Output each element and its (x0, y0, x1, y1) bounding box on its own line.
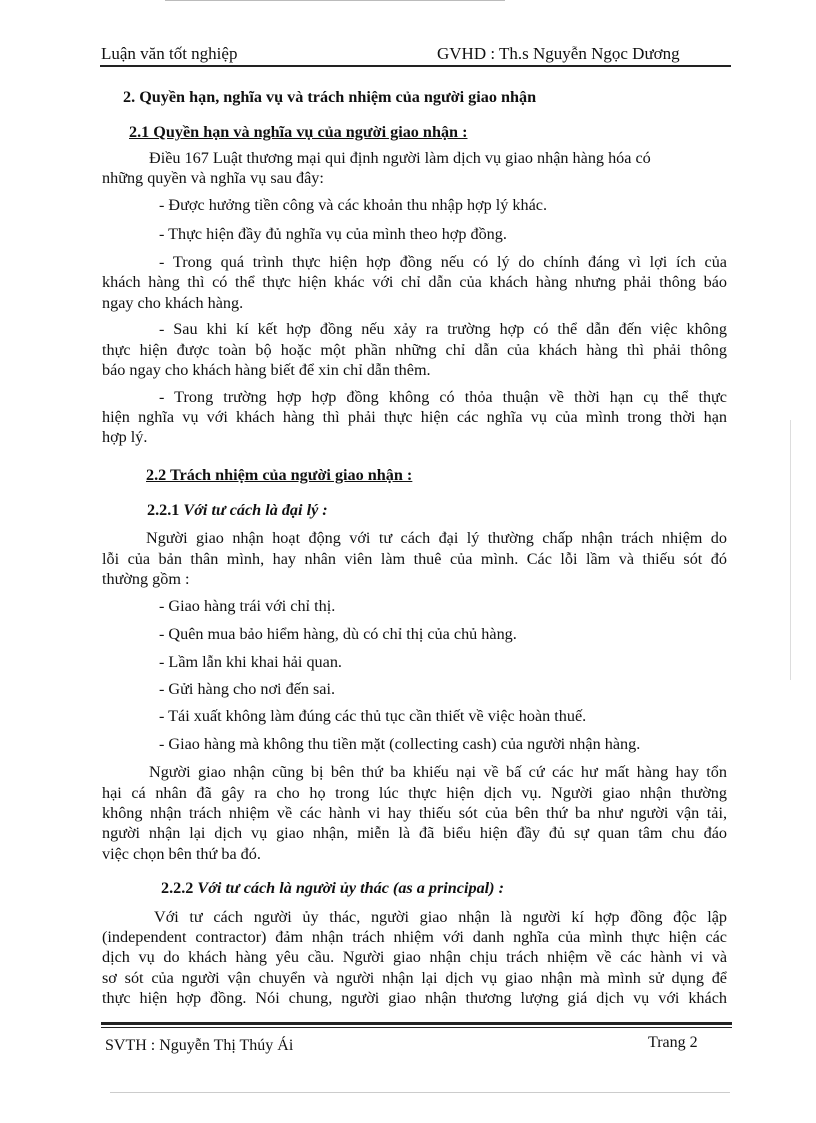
subsection-2-2-title: 2.2 Trách nhiệm của người giao nhận : (146, 466, 413, 484)
paragraph-line: ngay cho khách hàng. (102, 294, 244, 312)
paragraph-line: Người giao nhận hoạt động với tư cách đại lý thường chấp nhận trách nhiệm do (146, 529, 727, 547)
subsection-number: 2.2.2 (161, 879, 194, 897)
bullet-item: - Được hưởng tiền công và các khoản thu nhập hợp lý khác. (159, 196, 548, 214)
paragraph-line: hợp lý. (102, 428, 148, 446)
bullet-item: - Gửi hàng cho nơi đến sai. (159, 680, 336, 698)
footer-rule-thick (101, 1022, 732, 1025)
paragraph-line: không nhận trách nhiệm về các hành vi hay thiếu sót của bên thứ ba như người vận tải, (102, 804, 727, 822)
bullet-item: - Lầm lẫn khi khai hải quan. (159, 653, 342, 671)
paragraph-line: việc chọn bên thứ ba đó. (102, 845, 261, 863)
paragraph-line: hại cá nhân đã gây ra cho họ trong lúc thực hiện dịch vụ. Người giao nhận thường (102, 784, 727, 802)
header-rule (100, 65, 731, 67)
subsection-2-2-1-title (147, 500, 328, 520)
bullet-item: - Tái xuất không làm đúng các thủ tục cần thiết về việc hoàn thuế. (159, 707, 587, 725)
subsection-2-1-title: 2.1 Quyền hạn và nghĩa vụ của người giao nhận : (129, 123, 468, 141)
paragraph-line: (independent contractor) đảm nhận trách nhiệm với danh nghĩa của mình thực hiện các (102, 928, 727, 946)
paragraph-line: thường gồm : (102, 570, 190, 588)
bullet-item: - Sau khi kí kết hợp đồng nếu xảy ra trường hợp có thể dẫn đến việc không (159, 320, 727, 338)
bullet-item: - Trong quá trình thực hiện hợp đồng nếu có lý do chính đáng vì lợi ích của (159, 253, 727, 271)
paragraph-line: báo ngay cho khách hàng biết để xin chỉ dẫn thêm. (102, 361, 431, 379)
scan-edge-right (790, 420, 791, 680)
header-right: GVHD : Th.s Nguyễn Ngọc Dương (437, 44, 680, 63)
footer-page-number: Trang 2 (648, 1034, 698, 1051)
subsection-label: Với tư cách là đại lý : (183, 501, 328, 519)
footer-left: SVTH : Nguyễn Thị Thúy Ái (105, 1037, 294, 1054)
bullet-item: - Giao hàng trái với chỉ thị. (159, 597, 336, 615)
bullet-item: - Thực hiện đầy đủ nghĩa vụ của mình theo hợp đồng. (159, 225, 507, 243)
bullet-item: - Quên mua bảo hiểm hàng, dù có chỉ thị của chủ hàng. (159, 625, 517, 643)
scan-line-top (165, 0, 505, 1)
paragraph-line: lỗi của bản thân mình, hay nhân viên làm thuê của mình. Các lỗi lầm và thiếu sót đó (102, 550, 727, 568)
paragraph-line: hiện nghĩa vụ với khách hàng thì phải thực hiện các nghĩa vụ của mình trong thời hạn (102, 408, 727, 426)
bullet-item: - Giao hàng mà không thu tiền mặt (collecting cash) của người nhận hàng. (159, 735, 641, 753)
paragraph-line: Người giao nhận cũng bị bên thứ ba khiếu nại về bấ cứ các hư mất hàng hay tổn (149, 763, 727, 781)
header-left: Luận văn tốt nghiệp (101, 44, 238, 63)
paragraph-line: những quyền và nghĩa vụ sau đây: (102, 169, 324, 187)
paragraph-line: Điều 167 Luật thương mại qui định người làm dịch vụ giao nhận hàng hóa có (149, 149, 651, 167)
paragraph-line: khách hàng thì có thể thực hiện khác với chỉ dẫn của khách hàng nhưng phải thông báo (102, 273, 727, 291)
paragraph-line: thực hiện hợp đồng. Nói chung, người giao nhận thương lượng giá dịch vụ với khách (102, 989, 727, 1007)
scan-line-bottom (110, 1092, 730, 1093)
paragraph-line: Với tư cách người ủy thác, người giao nhận là người kí hợp đồng độc lập (154, 908, 727, 926)
paragraph-line: sơ sót của người vận chuyển và người nhận lại dịch vụ giao nhận mà mình sử dụng để (102, 969, 727, 987)
bullet-item: - Trong trường hợp hợp đồng không có thỏa thuận về thời hạn cụ thể thực (159, 388, 727, 406)
footer-rule-thin (101, 1027, 732, 1028)
paragraph-line: người nhận lại dịch vụ giao nhận, miễn là đã biểu hiện đầy đủ sự quan tâm chu đáo (102, 824, 727, 842)
section-heading: 2. Quyền hạn, nghĩa vụ và trách nhiệm của người giao nhận (123, 88, 537, 106)
paragraph-line: dịch vụ do khách hàng yêu cầu. Người giao nhận chịu trách nhiệm về các hành vi và (102, 948, 727, 966)
subsection-label: Với tư cách là người ủy thác (as a principal) : (197, 879, 504, 897)
subsection-number: 2.2.1 (147, 501, 180, 519)
paragraph-line: thực hiện được toàn bộ hoặc một phần những chỉ dẫn của khách hàng thì phải thông (102, 341, 727, 359)
subsection-2-2-2-title (161, 878, 504, 898)
